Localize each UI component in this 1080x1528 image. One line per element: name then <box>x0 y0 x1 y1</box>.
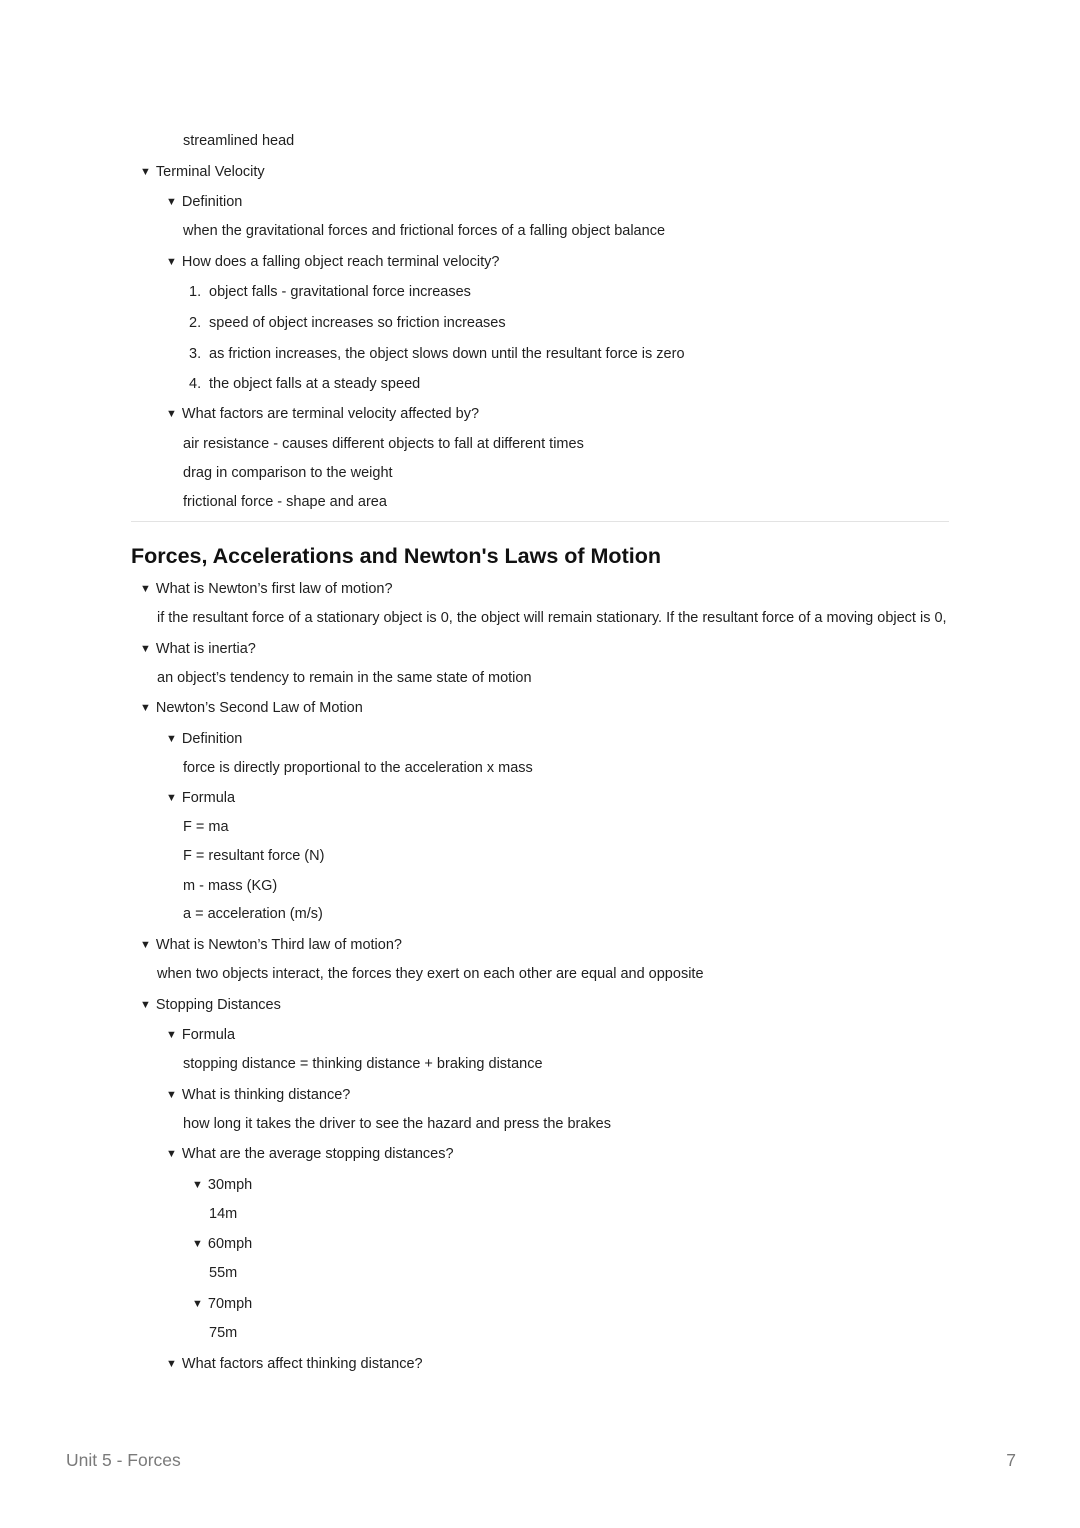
triangle-down-icon: ▼ <box>166 1029 177 1041</box>
formula-line: m - mass (KG) <box>183 878 278 894</box>
list-number: 4. <box>189 376 202 392</box>
toggle-speed-60[interactable] <box>192 1235 252 1253</box>
toggle-speed-30[interactable] <box>192 1176 252 1194</box>
triangle-down-icon: ▼ <box>166 1089 177 1101</box>
triangle-down-icon: ▼ <box>140 999 151 1011</box>
toggle-label: How does a falling object reach terminal velocity? <box>181 254 500 270</box>
triangle-down-icon: ▼ <box>140 939 151 951</box>
tv-factor-text: frictional force - shape and area <box>183 494 387 510</box>
formula-line: F = ma <box>183 819 229 835</box>
toggle-label: Formula <box>181 1027 236 1043</box>
tv-factor-text: air resistance - causes different objects to fall at different times <box>183 436 584 452</box>
toggle-speed-70[interactable] <box>192 1295 252 1313</box>
toggle-label: Terminal Velocity <box>155 164 265 180</box>
toggle-label: 30mph <box>207 1177 253 1193</box>
inertia-text: an object’s tendency to remain in the same state of motion <box>157 670 532 686</box>
list-item <box>189 314 506 332</box>
list-text: object falls - gravitational force increases <box>209 284 471 300</box>
toggle-label: What are the average stopping distances? <box>181 1146 454 1162</box>
toggle-label: What is thinking distance? <box>181 1087 351 1103</box>
section-divider <box>131 521 949 522</box>
list-text: speed of object increases so friction increases <box>209 315 506 331</box>
list-item <box>189 345 685 363</box>
toggle-label: Definition <box>181 731 243 747</box>
list-number: 1. <box>189 284 202 300</box>
triangle-down-icon: ▼ <box>140 643 151 655</box>
toggle-third-law[interactable] <box>140 936 402 954</box>
toggle-label: What factors affect thinking distance? <box>181 1356 423 1372</box>
toggle-label: 60mph <box>207 1236 253 1252</box>
list-item <box>189 375 420 393</box>
first-law-text: if the resultant force of a stationary object is 0, the object will remain stationary. If the resultant force of a moving object is 0, <box>157 610 947 626</box>
triangle-down-icon: ▼ <box>140 583 151 595</box>
speed-value: 75m <box>209 1325 238 1341</box>
toggle-thinking-factors[interactable] <box>166 1355 423 1373</box>
toggle-tv-definition[interactable] <box>166 193 242 211</box>
section-heading: Forces, Accelerations and Newton's Laws of Motion <box>131 544 661 568</box>
triangle-down-icon: ▼ <box>192 1238 203 1250</box>
triangle-down-icon: ▼ <box>192 1298 203 1310</box>
list-item <box>189 283 471 301</box>
list-number: 2. <box>189 315 202 331</box>
toggle-label: Formula <box>181 790 236 806</box>
second-law-definition-text: force is directly proportional to the acceleration x mass <box>183 760 533 776</box>
triangle-down-icon: ▼ <box>140 702 151 714</box>
toggle-inertia[interactable] <box>140 640 256 658</box>
toggle-label: Definition <box>181 194 243 210</box>
triangle-down-icon: ▼ <box>140 166 151 178</box>
triangle-down-icon: ▼ <box>166 196 177 208</box>
triangle-down-icon: ▼ <box>192 1179 203 1191</box>
triangle-down-icon: ▼ <box>166 733 177 745</box>
triangle-down-icon: ▼ <box>166 408 177 420</box>
toggle-average-stopping[interactable] <box>166 1145 454 1163</box>
toggle-label: What factors are terminal velocity affected by? <box>181 406 480 422</box>
list-text: as friction increases, the object slows down until the resultant force is zero <box>209 346 685 362</box>
toggle-label: 70mph <box>207 1296 253 1312</box>
toggle-second-law-formula[interactable] <box>166 789 235 807</box>
speed-value: 14m <box>209 1206 238 1222</box>
toggle-label: What is inertia? <box>155 641 256 657</box>
triangle-down-icon: ▼ <box>166 256 177 268</box>
triangle-down-icon: ▼ <box>166 1148 177 1160</box>
triangle-down-icon: ▼ <box>166 1358 177 1370</box>
streamlined-head-text: streamlined head <box>183 133 295 149</box>
toggle-thinking-distance[interactable] <box>166 1086 350 1104</box>
stopping-formula-text: stopping distance = thinking distance + braking distance <box>183 1056 543 1072</box>
list-text: the object falls at a steady speed <box>209 376 421 392</box>
toggle-tv-reach[interactable] <box>166 253 499 271</box>
thinking-distance-text: how long it takes the driver to see the hazard and press the brakes <box>183 1116 611 1132</box>
footer-unit-title: Unit 5 - Forces <box>66 1450 181 1470</box>
third-law-text: when two objects interact, the forces they exert on each other are equal and opposite <box>157 966 704 982</box>
toggle-label: Newton’s Second Law of Motion <box>155 700 363 716</box>
toggle-stopping-distances[interactable] <box>140 996 281 1014</box>
toggle-label: What is Newton’s Third law of motion? <box>155 937 402 953</box>
toggle-stopping-formula[interactable] <box>166 1026 235 1044</box>
tv-factor-text: drag in comparison to the weight <box>183 465 393 481</box>
toggle-first-law[interactable] <box>140 580 393 598</box>
formula-line: F = resultant force (N) <box>183 848 325 864</box>
toggle-second-law[interactable] <box>140 699 363 717</box>
triangle-down-icon: ▼ <box>166 792 177 804</box>
toggle-second-law-definition[interactable] <box>166 730 242 748</box>
list-number: 3. <box>189 346 202 362</box>
tv-definition-text: when the gravitational forces and frictional forces of a falling object balance <box>183 223 666 239</box>
toggle-label: Stopping Distances <box>155 997 281 1013</box>
footer-page-number: 7 <box>1006 1450 1016 1470</box>
toggle-tv-factors[interactable] <box>166 405 479 423</box>
formula-line: a = acceleration (m/s) <box>183 906 323 922</box>
toggle-label: What is Newton’s first law of motion? <box>155 581 393 597</box>
toggle-terminal-velocity[interactable] <box>140 163 265 181</box>
speed-value: 55m <box>209 1265 238 1281</box>
